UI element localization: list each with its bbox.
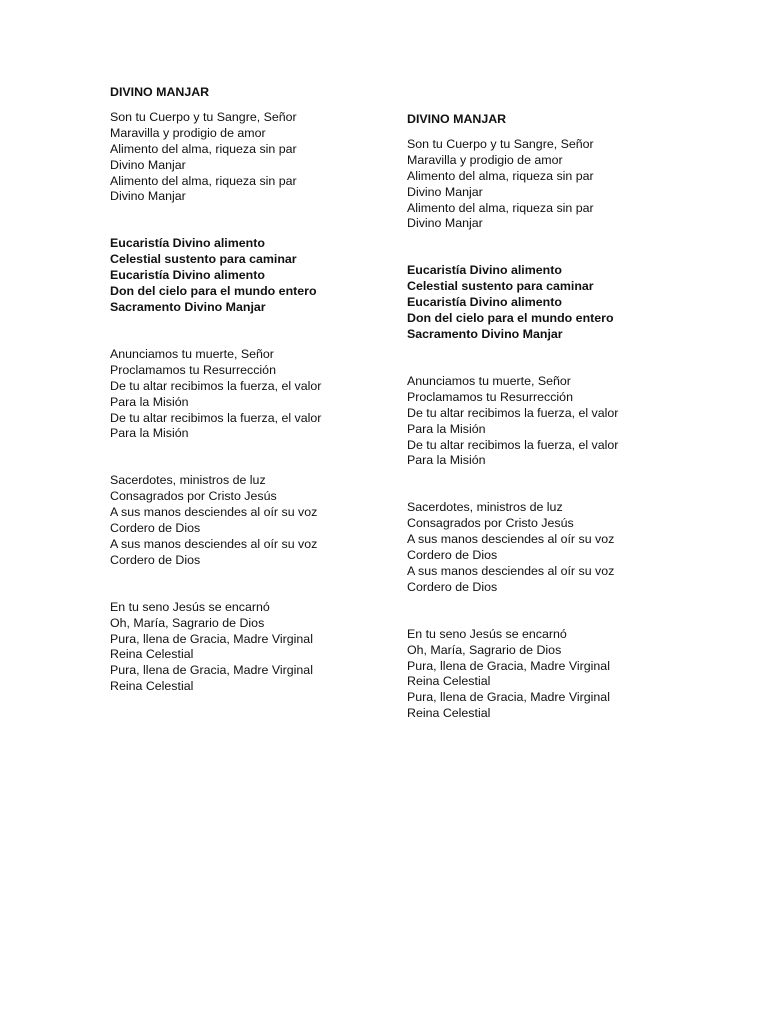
stanza-list <box>407 137 707 722</box>
lyric-line: Para la Misión <box>407 453 486 468</box>
lyric-line: Divino Manjar <box>407 216 483 231</box>
lyric-line: Pura, llena de Gracia, Madre Virginal <box>110 663 313 678</box>
lyric-line: Anunciamos tu muerte, Señor <box>110 346 274 361</box>
lyric-line: A sus manos desciendes al oír su voz <box>407 563 615 578</box>
lyrics-column-right <box>407 112 707 753</box>
lyric-line: Oh, María, Sagrario de Dios <box>110 615 265 630</box>
lyric-line: Cordero de Dios <box>407 548 498 563</box>
lyric-line: Reina Celestial <box>110 679 194 694</box>
verse-stanza <box>110 600 410 695</box>
lyric-line: Eucaristía Divino alimento <box>110 236 265 251</box>
lyric-line: A sus manos desciendes al oír su voz <box>110 536 318 551</box>
lyric-line: Divino Manjar <box>110 157 186 172</box>
song-title: DIVINO MANJAR <box>110 85 210 99</box>
chorus-stanza <box>110 236 410 316</box>
lyric-line: Sacerdotes, ministros de luz <box>110 473 266 488</box>
chorus-stanza <box>407 263 707 343</box>
stanza-list <box>110 110 410 695</box>
lyric-line: Sacerdotes, ministros de luz <box>407 500 563 515</box>
lyric-line: De tu altar recibimos la fuerza, el valor <box>110 378 322 393</box>
lyric-line: Celestial sustento para caminar <box>110 252 297 267</box>
lyric-line: Celestial sustento para caminar <box>407 279 594 294</box>
lyric-line: Para la Misión <box>110 426 189 441</box>
lyric-line: Son tu Cuerpo y tu Sangre, Señor <box>407 136 594 151</box>
lyric-line: Sacramento Divino Manjar <box>407 326 563 341</box>
verse-stanza <box>110 110 410 205</box>
lyric-line: En tu seno Jesús se encarnó <box>110 599 270 614</box>
lyric-line: Reina Celestial <box>407 706 491 721</box>
lyric-line: Don del cielo para el mundo entero <box>407 311 614 326</box>
lyric-line: Para la Misión <box>110 394 189 409</box>
lyric-line: Alimento del alma, riqueza sin par <box>407 168 594 183</box>
lyrics-column-left <box>110 85 410 726</box>
lyric-line: Proclamamos tu Resurrección <box>110 362 276 377</box>
lyric-line: Eucaristía Divino alimento <box>110 268 265 283</box>
lyric-line: Alimento del alma, riqueza sin par <box>110 141 297 156</box>
lyric-line: Anunciamos tu muerte, Señor <box>407 373 571 388</box>
lyric-line: Sacramento Divino Manjar <box>110 299 266 314</box>
lyric-line: Alimento del alma, riqueza sin par <box>407 200 594 215</box>
lyric-line: Pura, llena de Gracia, Madre Virginal <box>407 658 610 673</box>
lyric-line: De tu altar recibimos la fuerza, el valor <box>407 405 619 420</box>
lyric-line: De tu altar recibimos la fuerza, el valor <box>407 437 619 452</box>
lyric-line: Cordero de Dios <box>407 579 498 594</box>
lyric-line: Consagrados por Cristo Jesús <box>407 516 574 531</box>
lyric-line: Para la Misión <box>407 421 486 436</box>
lyric-line: Son tu Cuerpo y tu Sangre, Señor <box>110 109 297 124</box>
lyric-line: Consagrados por Cristo Jesús <box>110 489 277 504</box>
lyric-line: Reina Celestial <box>407 674 491 689</box>
lyric-line: A sus manos desciendes al oír su voz <box>407 532 615 547</box>
verse-stanza <box>407 374 707 469</box>
lyric-line: Eucaristía Divino alimento <box>407 263 562 278</box>
lyric-line: Proclamamos tu Resurrección <box>407 389 573 404</box>
verse-stanza <box>110 347 410 442</box>
lyric-line: De tu altar recibimos la fuerza, el valor <box>110 410 322 425</box>
lyric-line: En tu seno Jesús se encarnó <box>407 626 567 641</box>
verse-stanza <box>407 137 707 232</box>
lyric-line: Cordero de Dios <box>110 521 201 536</box>
lyric-line: Cordero de Dios <box>110 552 201 567</box>
verse-stanza <box>110 473 410 568</box>
verse-stanza <box>407 627 707 722</box>
lyric-line: Maravilla y prodigio de amor <box>407 152 563 167</box>
lyric-line: Pura, llena de Gracia, Madre Virginal <box>110 631 313 646</box>
lyric-line: Eucaristía Divino alimento <box>407 295 562 310</box>
lyric-line: Divino Manjar <box>407 184 483 199</box>
lyric-line: Divino Manjar <box>110 189 186 204</box>
lyric-line: Maravilla y prodigio de amor <box>110 125 266 140</box>
lyric-line: A sus manos desciendes al oír su voz <box>110 505 318 520</box>
lyric-line: Oh, María, Sagrario de Dios <box>407 642 562 657</box>
lyric-line: Reina Celestial <box>110 647 194 662</box>
verse-stanza <box>407 500 707 595</box>
song-title: DIVINO MANJAR <box>407 112 507 126</box>
lyric-line: Don del cielo para el mundo entero <box>110 284 317 299</box>
lyric-line: Pura, llena de Gracia, Madre Virginal <box>407 690 610 705</box>
lyric-line: Alimento del alma, riqueza sin par <box>110 173 297 188</box>
